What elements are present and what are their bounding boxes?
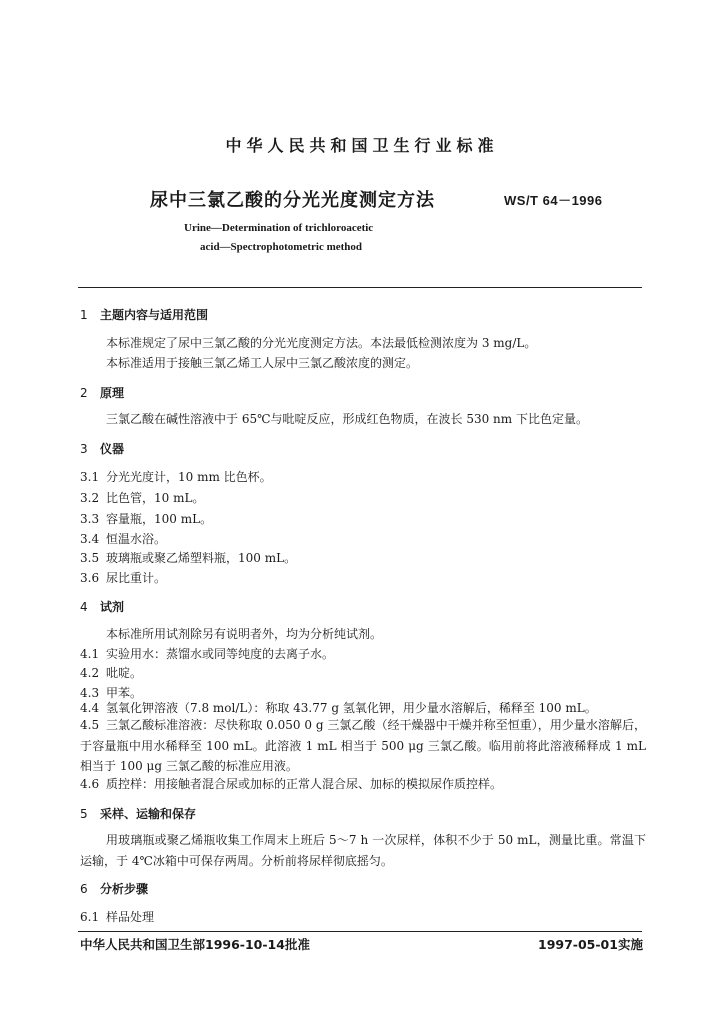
standard-number: WS/T 64－1996 [504,193,603,208]
item-number: 6.1 [80,910,100,924]
section-number: 2 [80,386,88,400]
item-text: 氢氧化钾溶液（7.8 mol/L）：称取 43.77 g 氢氧化钾，用少量水溶解后，稀释至 100 mL。 [106,701,597,715]
implementation-date: 1997-05-01实施 [538,937,643,952]
section-2-heading [80,384,124,401]
item-text: 样品处理 [106,910,155,924]
list-item [80,699,597,716]
item-number: 4.5 [80,718,100,732]
header-divider [78,287,642,288]
section-3-heading [80,440,124,457]
list-item-multiline [80,715,646,777]
section-title: 试剂 [100,600,125,614]
item-text: 比色管，10 mL。 [106,491,205,505]
section-4-heading [80,598,124,615]
section-title: 分析步骤 [100,882,149,896]
item-number: 3.2 [80,491,100,505]
item-number: 3.1 [80,470,100,484]
item-number: 3.4 [80,532,100,546]
item-text: 质控样：用接触者混合尿或加标的正常人混合尿、加标的模拟尿作质控样。 [106,777,503,791]
item-number: 4.6 [80,777,100,791]
item-text: 分光光度计，10 mm 比色杯。 [106,470,272,484]
item-number: 3.3 [80,512,100,526]
item-number: 4.1 [80,647,100,661]
paragraph: 本标准适用于接触三氯乙烯工人尿中三氯乙酸浓度的测定。 [106,356,419,370]
paragraph: 本标准规定了尿中三氯乙酸的分光光度测定方法。本法最低检测浓度为 3 mg/L。 [106,336,537,350]
list-item [80,510,212,527]
section-number: 4 [80,600,88,614]
item-text: 玻璃瓶或聚乙烯塑料瓶，100 mL。 [106,551,297,565]
list-item [80,569,166,586]
list-item [80,775,502,792]
item-text: 容量瓶，100 mL。 [106,512,213,526]
section-number: 5 [80,807,88,821]
item-text: 实验用水：蒸馏水或同等纯度的去离子水。 [106,647,335,661]
item-text: 恒温水浴。 [106,532,167,546]
list-item [80,645,334,662]
section-6-heading [80,880,148,897]
list-item [80,908,154,925]
section-number: 6 [80,882,88,896]
standard-category-heading: 中华人民共和国卫生行业标准 [225,136,499,155]
footer-divider [78,931,642,932]
section-5-heading [80,805,196,822]
item-number: 3.5 [80,551,100,565]
paragraph-multiline: 用玻璃瓶或聚乙烯瓶收集工作周末上班后 5～7 h 一次尿样，体积不少于 50 mL，测量比重。常温下运输，于 4℃冰箱中可保存两周。分析前将尿样彻底摇匀。 [80,833,646,868]
item-text: 尿比重计。 [106,571,167,585]
english-title-line-1: Urine—Determination of trichloroacetic [184,222,374,234]
list-item [80,549,296,566]
item-text: 吡啶。 [106,666,143,680]
item-number: 4.2 [80,666,100,680]
item-text: 三氯乙酸标准溶液：尽快称取 0.050 0 g 三氯乙酸（经干燥器中干燥并称至恒重），用少量水溶解后，于容量瓶中用水稀释至 100 mL。此溶液 1 mL 相当于 500 μg 三氯乙酸。临用前将此溶液稀释成 1 mL相当于 100 μg 三氯乙酸的标准应用液。 [80,718,646,773]
english-title-line-2: acid—Spectrophotometric method [200,241,363,253]
item-text: 甲苯。 [106,686,143,700]
document-title: 尿中三氯乙酸的分光光度测定方法 [150,190,435,211]
section-title: 仪器 [100,442,125,456]
section-title: 采样、运输和保存 [100,807,197,821]
item-number: 4.4 [80,701,100,715]
list-item [80,664,142,681]
section-number: 3 [80,442,88,456]
list-item [80,489,204,506]
list-item [80,530,166,547]
section-number: 1 [80,308,88,322]
paragraph: 本标准所用试剂除另有说明者外，均为分析纯试剂。 [106,627,383,641]
section-1-heading [80,306,208,323]
paragraph: 三氯乙酸在碱性溶液中于 65℃与吡啶反应，形成红色物质，在波长 530 nm 下比色定量。 [106,412,588,426]
item-number: 4.3 [80,686,100,700]
list-item [80,468,272,485]
section-title: 原理 [100,386,125,400]
section-title: 主题内容与适用范围 [100,308,209,322]
approval-date: 中华人民共和国卫生部1996-10-14批准 [80,937,310,952]
item-number: 3.6 [80,571,100,585]
